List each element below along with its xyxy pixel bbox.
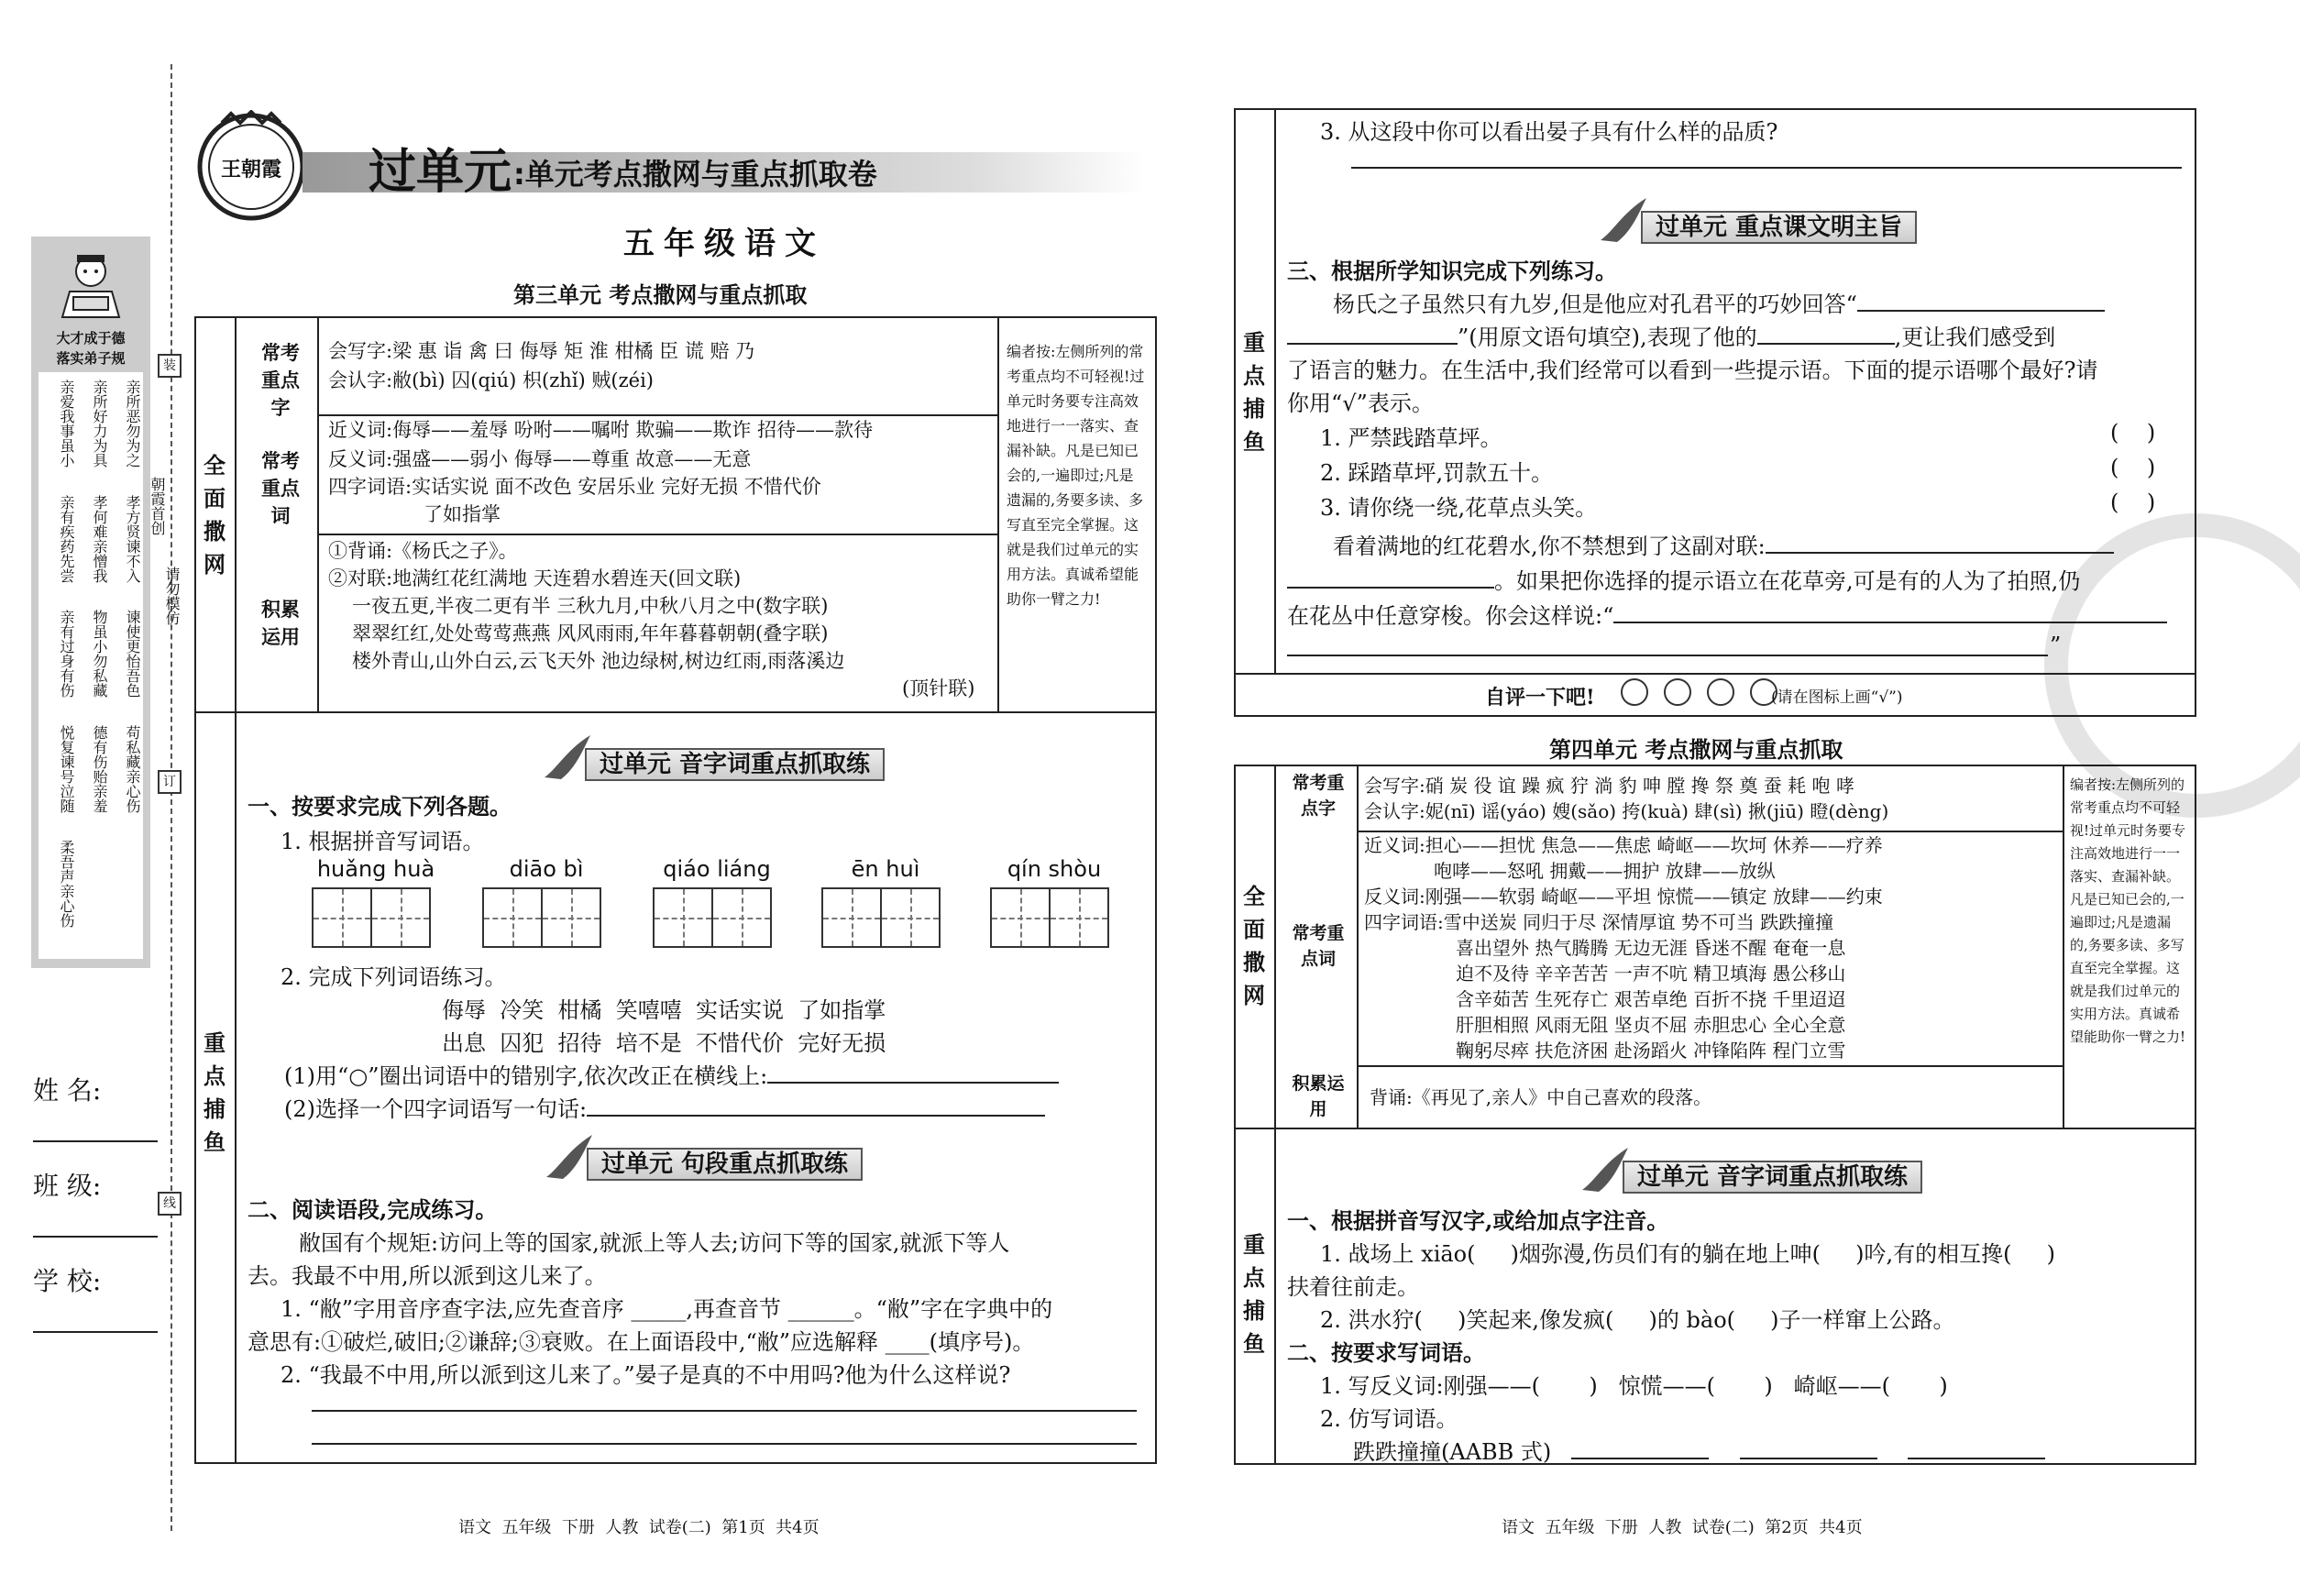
right-top-selfeval-divider — [1234, 673, 2195, 675]
student-name-field[interactable] — [33, 1071, 158, 1142]
tianzi-box[interactable] — [370, 887, 431, 948]
banner-main-idea-label: 过单元 重点课文明主旨 — [1641, 211, 1917, 244]
unit3-chars-line-1: 会写字:梁 惠 诣 禽 曰 侮辱 矩 淮 柑橘 臣 谎 赔 乃 — [328, 340, 755, 362]
unit3-passage-2: 去。我最不中用,所以派到这儿来了。 — [248, 1263, 607, 1289]
unit4-words-line-7: 含辛茹苦 生死存亡 艰苦卓绝 百折不挠 千里迢迢 — [1456, 988, 1846, 1010]
unit4-side-net: 全面撒网 — [1243, 883, 1265, 1008]
right-top-side-fish: 重点捕鱼 — [1243, 329, 1265, 455]
unit4-words-line-5: 喜出望外 热气腾腾 无边无涯 昏迷不醒 奄奄一息 — [1456, 937, 1846, 959]
pinyin-item-5 — [990, 856, 1118, 952]
tianzi-box[interactable] — [541, 887, 601, 948]
unit4-words-line-6: 迫不及待 辛辛苦苦 一声不吭 精卫填海 愚公移山 — [1456, 963, 1846, 985]
binding-stamp-3: 线 — [158, 1192, 182, 1216]
sidebar-poem-column: 亲爱我事虽小 — [58, 380, 75, 468]
sidebar-poem — [42, 380, 141, 952]
pinyin-label-5: qín shòu — [1007, 856, 1102, 882]
option-3-checkbox[interactable]: ( ) — [2110, 490, 2156, 515]
pinyin-label-4: ēn huì — [851, 856, 920, 882]
unit3-row-label-words: 常考重点词 — [261, 449, 300, 527]
sidebar-poem-column: 德有伤贻亲羞 — [91, 724, 108, 813]
unit3-q2-1-b: 意思有:①破烂,破旧;②谦辞;③衰败。在上面语段中,“敝”应选解释 ____(填序号)。 — [248, 1329, 1035, 1355]
footer-left: 语文 五年级 下册 人教 试卷(二) 第1页 共4页 — [458, 1518, 820, 1537]
tianzi-box[interactable] — [1049, 887, 1109, 948]
pinyin-label-2: diāo bì — [509, 856, 584, 882]
unit4-words-line-4: 四字词语:雪中送炭 同归于尽 深情厚谊 势不可当 跌跌撞撞 — [1364, 911, 1834, 933]
unit4-q1-2: 2. 洪水狞( )笑起来,像发疯( )的 bào( )子一样窜上公路。 — [1320, 1307, 1955, 1333]
para1-line-1 — [1333, 286, 2105, 318]
sidebar-motto-2: 落实弟子规 — [56, 350, 126, 367]
sidebar-poem-column: 亲有疾药先尝 — [58, 494, 75, 583]
right-top-sidecol — [1274, 108, 1276, 673]
option-3: 3. 请你绕一绕,花草点头笑。 — [1320, 495, 1598, 521]
q-three: 三、根据所学知识完成下列练习。 — [1287, 258, 1617, 284]
smile-face-icon[interactable] — [1707, 678, 1734, 706]
para2-line-3 — [1287, 598, 2167, 630]
unit4-sidecol-divider — [1274, 765, 1276, 1463]
unit3-note-divider — [997, 316, 999, 712]
pinyin-label-1: huǎng huà — [316, 856, 435, 882]
unit4-q2-2: 2. 仿写词语。 — [1320, 1406, 1458, 1432]
sidebar-poem-column: 苟私藏亲心伤 — [124, 724, 141, 813]
unit3-q2-2: 2. “我最不中用,所以派到这儿来了。”晏子是真的不中用吗?他为什么这样说? — [281, 1362, 1011, 1388]
sidebar-motto-1: 大才成于德 — [56, 330, 126, 347]
answer-line[interactable] — [1287, 323, 1458, 345]
self-eval-label: 自评一下吧! — [1485, 686, 1595, 710]
para1-line-2 — [1287, 319, 2055, 351]
unit3-q1: 一、按要求完成下列各题。 — [248, 793, 512, 820]
tianzi-box[interactable] — [821, 887, 882, 948]
tianzi-box[interactable] — [482, 887, 543, 948]
header-title-big: 过单元 — [369, 145, 512, 200]
option-2-checkbox[interactable]: ( ) — [2110, 455, 2156, 480]
sidebar-poem-column: 柔吾声亲心伤 — [58, 840, 75, 929]
binding-stamp-2: 订 — [158, 770, 182, 794]
answer-line[interactable] — [1287, 655, 2048, 656]
unit4-usage-line-1: 背诵:《再见了,亲人》中自己喜欢的段落。 — [1370, 1086, 1712, 1108]
unit3-q1-2b — [284, 1091, 1045, 1123]
para1-text-a: 杨氏之子虽然只有九岁,但是他应对孔君平的巧妙回答“ — [1333, 292, 1857, 317]
para2-text-c: 在花丛中任意穿梭。你会这样说:“ — [1287, 603, 1614, 629]
unit3-q2: 二、阅读语段,完成练习。 — [248, 1196, 498, 1223]
unit3-usage-line-4: 翠翠红红,处处莺莺燕燕 风风雨雨,年年暮暮朝朝(叠字联) — [352, 622, 829, 644]
sad-face-icon[interactable] — [1621, 678, 1648, 706]
pinyin-label-3: qiáo liáng — [663, 856, 771, 882]
student-name-line[interactable] — [33, 1107, 158, 1142]
unit3-usage-line-1: ①背诵:《杨氏之子》。 — [328, 540, 518, 562]
sidebar-motto-panel — [31, 237, 150, 968]
unit4-q2-3 — [1353, 1434, 2045, 1466]
unit3-usage-line-6: (顶针联) — [902, 677, 975, 699]
unit3-q2-1-a: 1. “敝”字用音序查字法,应先查音序 _____,再查音节 ______。“敝”字在字典中的 — [281, 1296, 1053, 1322]
unit3-q1-2b-text: (2)选择一个四字词语写一句话: — [284, 1096, 588, 1122]
answer-line[interactable] — [1287, 567, 1494, 589]
unit4-q1-1a: 1. 战场上 xiāo( )烟弥漫,伤员们有的躺在地上呻( )吟,有的相互搀( ) — [1320, 1241, 2055, 1267]
unit3-banner-passage — [541, 1144, 926, 1181]
unit4-words-line-2: 咆哮——怒吼 拥戴——拥护 放肆——放纵 — [1434, 860, 1776, 882]
para2-line-1 — [1333, 528, 2114, 560]
closing-quote: ” — [2050, 633, 2062, 658]
unit3-net-divider — [194, 711, 1155, 713]
child-reading-illustration — [51, 251, 130, 323]
sidebar-poem-box — [39, 372, 143, 959]
unit3-row-label-usage: 积累运用 — [261, 598, 300, 648]
pinyin-item-2 — [482, 856, 611, 952]
sidebar-poem-column: 亲所恶勿为之 — [124, 380, 141, 468]
answer-line[interactable] — [1740, 1439, 1877, 1459]
unit3-title: 第三单元 考点撒网与重点抓取 — [513, 281, 808, 308]
unit4-row-label-words: 常考重点词 — [1292, 923, 1345, 969]
unit3-row-label-chars: 常考重点字 — [261, 341, 300, 419]
sidebar-poem-column: 物虽小勿私藏 — [91, 610, 108, 699]
answer-line[interactable] — [1571, 1439, 1709, 1459]
unit3-banner-vocab-label: 过单元 音字词重点抓取练 — [585, 748, 885, 781]
binding-dashed-line — [171, 64, 172, 1531]
sidebar-copyright-2: 请勿模仿 — [163, 567, 181, 625]
option-1-checkbox[interactable]: ( ) — [2110, 420, 2156, 446]
unit4-side-fish: 重点捕鱼 — [1243, 1231, 1265, 1357]
unit3-words-line-1: 近义词:侮辱——羞辱 吩咐——嘱咐 欺骗——欺诈 招待——款待 — [328, 419, 874, 441]
answer-line[interactable] — [1766, 532, 2114, 554]
unit3-side-fish: 重点捕鱼 — [204, 1029, 226, 1155]
tianzi-box[interactable] — [990, 887, 1051, 948]
sidebar-poem-column: 亲有过身有伤 — [58, 610, 75, 699]
unit3-q2-3: 3. 从这段中你可以看出晏子具有什么样的品质? — [1320, 119, 1778, 145]
unit3-chars-line-2: 会认字:敝(bì) 囚(qiú) 枳(zhǐ) 贼(zéi) — [328, 369, 654, 391]
unit4-banner-vocab — [1577, 1157, 1980, 1194]
unit4-words-line-9: 鞠躬尽瘁 扶危济困 赴汤蹈火 冲锋陷阵 程门立雪 — [1456, 1040, 1846, 1062]
unit4-row-divider-2 — [1357, 1065, 2063, 1067]
tianzi-box[interactable] — [880, 887, 941, 948]
pinyin-item-4 — [821, 856, 950, 952]
unit3-side-net: 全面撒网 — [204, 452, 226, 578]
unit3-usage-line-3: 一夜五更,半夜二更有半 三秋九月,中秋八月之中(数字联) — [352, 595, 829, 617]
unit4-words-line-1: 近义词:担心——担忧 焦急——焦虑 崎岖——坎坷 休养——疗养 — [1364, 834, 1883, 856]
student-class-field[interactable] — [33, 1166, 158, 1238]
para1-text-c: ,更让我们感受到 — [1894, 325, 2056, 350]
unit3-usage-line-5: 楼外青山,山外白云,云飞天外 池边绿树,树边红雨,雨落溪边 — [352, 650, 845, 672]
sidebar-poem-column: 孝何难亲憎我 — [91, 494, 108, 583]
unit3-q1-1: 1. 根据拼音写词语。 — [281, 829, 485, 854]
unit3-usage-line-2: ②对联:地满红花红满地 天连碧水碧连天(回文联) — [328, 567, 742, 589]
sidebar-poem-column: 孝方贤谏不入 — [124, 494, 141, 583]
unit3-banner-vocab — [539, 744, 924, 781]
pinyin-item-3 — [653, 856, 781, 952]
neutral-face-icon[interactable] — [1664, 678, 1691, 706]
unit4-words-line-8: 肝胆相照 风雨无阻 坚贞不屈 赤胆忠心 全心全意 — [1456, 1014, 1846, 1036]
para2-line-2 — [1287, 563, 2080, 595]
brand-logo-text: 王朝霞 — [220, 158, 281, 182]
unit4-note-divider — [2063, 765, 2064, 1129]
student-class-line[interactable] — [33, 1203, 158, 1238]
unit4-chars-line-1: 会写字:硝 炭 役 谊 躁 疯 狞 淌 豹 呻 膛 搀 祭 奠 蚕 耗 咆 哮 — [1364, 775, 1854, 797]
unit3-passage-1: 敝国有个规矩:访问上等的国家,就派上等人去;访问下等的国家,就派下等人 — [299, 1230, 1010, 1256]
sidebar-copyright-1: 朝霞首创 — [149, 477, 166, 535]
para2-text-b: 。如果把你选择的提示语立在花草旁,可是有的人为了拍照,仍 — [1494, 568, 2081, 594]
para1-text-b: ”(用原文语句填空),表现了他的 — [1458, 325, 1757, 350]
unit4-q2-3-text: 跌跌撞撞(AABB 式) — [1353, 1439, 1552, 1465]
answer-line[interactable] — [1351, 167, 2182, 169]
answer-line[interactable] — [1757, 323, 1895, 345]
answer-line[interactable] — [312, 1410, 1137, 1412]
unit4-title: 第四单元 考点撒网与重点抓取 — [1549, 736, 1843, 763]
unit4-row-label-usage: 积累运用 — [1292, 1073, 1345, 1119]
answer-line[interactable] — [767, 1062, 1059, 1084]
unit4-banner-vocab-label: 过单元 音字词重点抓取练 — [1623, 1161, 1922, 1194]
answer-line[interactable] — [312, 1443, 1137, 1445]
binding-stamp-1: 装 — [158, 354, 182, 378]
unit3-words-line-4: 了如指掌 — [424, 503, 501, 525]
pinyin-box-group — [312, 856, 1137, 957]
unit4-q2-1: 1. 写反义词:刚强——( ) 惊慌——( ) 崎岖——( ) — [1320, 1373, 1948, 1399]
unit3-sidecol-divider — [235, 316, 237, 1462]
self-eval-note: (请在图标上画“√”) — [1771, 688, 1903, 707]
unit4-q1: 一、根据拼音写汉字,或给加点字注音。 — [1287, 1207, 1669, 1234]
unit3-q1-2a — [284, 1058, 1059, 1090]
footer-right: 语文 五年级 下册 人教 试卷(二) 第2页 共4页 — [1502, 1518, 1863, 1537]
student-name-label: 姓 名: — [33, 1075, 102, 1106]
sidebar-poem-column: 亲所好力为具 — [91, 380, 108, 468]
subject-title: 五年级语文 — [623, 226, 825, 262]
pinyin-item-1 — [312, 856, 440, 952]
sidebar-poem-column: 谏使更怡吾色 — [124, 610, 141, 699]
para1-line-3: 了语言的魅力。在生活中,我们经常可以看到一些提示语。下面的提示语哪个最好?请 — [1287, 358, 2098, 383]
para1-line-4: 你用“√”表示。 — [1287, 391, 1434, 416]
unit3-word-row-2: 出息 囚犯 招待 培不是 不惜代价 完好无损 — [442, 1030, 886, 1056]
student-school-line[interactable] — [33, 1298, 158, 1333]
student-class-label: 班 级: — [33, 1171, 102, 1201]
student-school-field[interactable] — [33, 1261, 158, 1333]
tianzi-box[interactable] — [711, 887, 772, 948]
answer-line[interactable] — [1857, 290, 2105, 312]
unit3-q1-2: 2. 完成下列词语练习。 — [281, 964, 507, 990]
tianzi-box[interactable] — [312, 887, 372, 948]
unit3-editor-note: 编者按:左侧所列的常考重点均不可轻视!过单元时务要专注高效地进行一一落实、查漏补缺。凡是已知已会的,一遍即过;凡是遗漏的,务要多读、多写直至完全掌握。这就是我们过单元的实用方法。真诚希望能助你一臂之力! — [1007, 343, 1145, 608]
unit3-word-row-1: 侮辱 冷笑 柑橘 笑嘻嘻 实话实说 了如指掌 — [442, 997, 886, 1023]
unit3-words-line-3: 四字词语:实话实说 面不改色 安居乐业 完好无损 不惜代价 — [328, 476, 821, 498]
unit4-q2: 二、按要求写词语。 — [1287, 1339, 1485, 1366]
option-2: 2. 踩踏草坪,罚款五十。 — [1320, 460, 1554, 486]
para2-text-a: 看着满地的红花碧水,你不禁想到了这副对联: — [1333, 534, 1766, 559]
unit3-words-line-2: 反义词:强盛——弱小 侮辱——尊重 故意——无意 — [328, 448, 752, 470]
unit4-chars-line-2: 会认字:妮(nī) 谣(yáo) 嫂(sǎo) 挎(kuà) 肆(sì) 揪(jiū) 瞪(dèng) — [1364, 800, 1889, 822]
unit3-banner-passage-label: 过单元 句段重点抓取练 — [587, 1148, 863, 1181]
unit4-net-divider — [1234, 1128, 2195, 1129]
tianzi-box[interactable] — [653, 887, 713, 948]
answer-line[interactable] — [1908, 1439, 2045, 1459]
sidebar-poem-column: 悦复谏号泣随 — [58, 724, 75, 813]
unit4-q1-1b: 扶着往前走。 — [1287, 1274, 1419, 1300]
unit4-editor-note: 编者按:左侧所列的常考重点均不可轻视!过单元时务要专注高效地进行一一落实、查漏补缺。凡是已知已会的,一遍即过;凡是遗漏的,务要多读、多写直至完全掌握。这就是我们过单元的实用方法。真诚希望能助你一臂之力! — [2070, 776, 2186, 1045]
unit3-q1-2a-text: (1)用“○”圈出词语中的错别字,依次改正在横线上: — [284, 1063, 768, 1089]
option-1: 1. 严禁践踏草坪。 — [1320, 425, 1502, 451]
unit4-row-label-chars: 常考重点字 — [1292, 773, 1345, 819]
answer-line[interactable] — [1613, 601, 2167, 623]
self-eval-faces — [1615, 678, 1783, 706]
unit4-label-divider — [1357, 765, 1359, 1129]
header-title-rest: :单元考点撒网与重点抓取卷 — [513, 157, 877, 192]
unit3-label-divider — [317, 316, 319, 712]
banner-main-idea — [1595, 207, 1998, 244]
unit4-words-line-3: 反义词:刚强——软弱 崎岖——平坦 惊慌——镇定 放肆——约束 — [1364, 886, 1883, 908]
brand-logo — [194, 110, 308, 224]
answer-line[interactable] — [587, 1095, 1045, 1117]
student-school-label: 学 校: — [33, 1266, 102, 1296]
